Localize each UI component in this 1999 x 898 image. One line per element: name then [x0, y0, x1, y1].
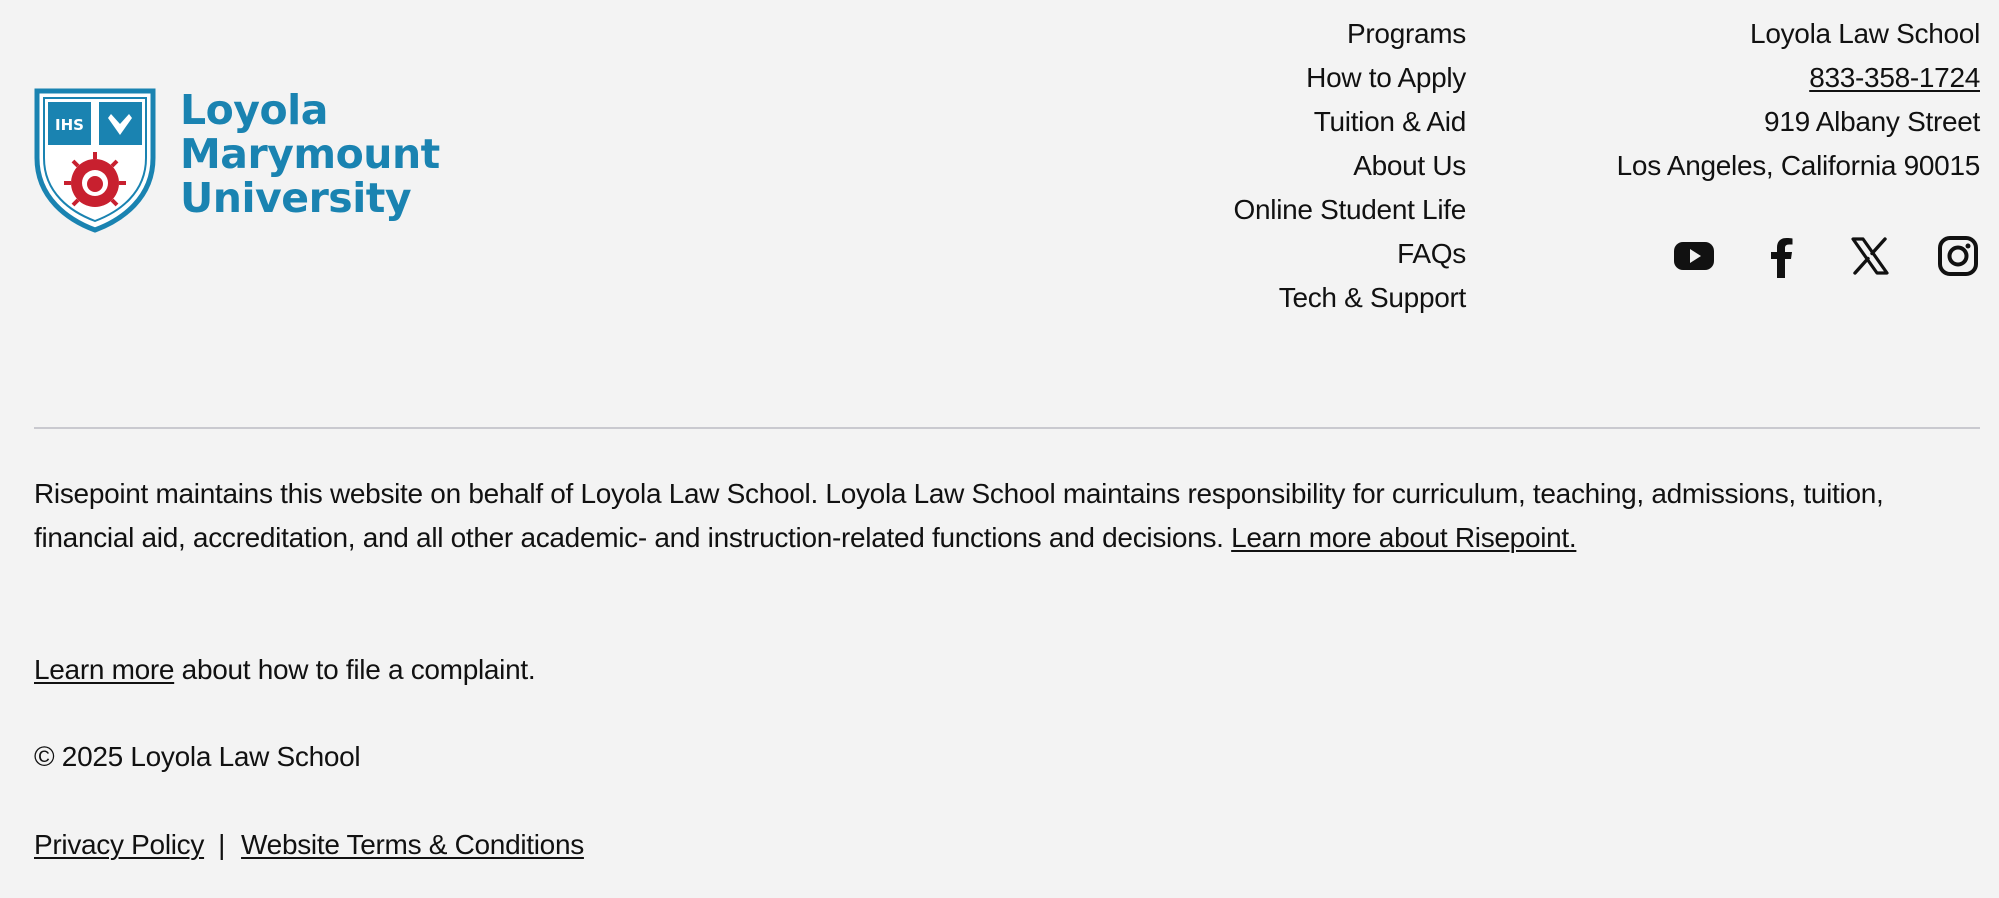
street-address: 919 Albany Street	[1764, 106, 1980, 137]
phone-link[interactable]: 833-358-1724	[1809, 62, 1980, 93]
privacy-policy-link[interactable]: Privacy Policy	[34, 829, 205, 860]
complaint-info	[34, 648, 535, 692]
learn-more-complaint-link[interactable]: Learn more	[34, 654, 175, 685]
terms-conditions-link[interactable]: Website Terms & Conditions	[241, 829, 584, 860]
nav-link-about-us[interactable]: About Us	[1353, 150, 1466, 181]
nav-link-programs[interactable]: Programs	[1347, 18, 1466, 49]
disclaimer-text: Risepoint maintains this website on behalf of Loyola Law School. Loyola Law School maintains responsibility for curriculum, teaching, admissions, tuition, financial aid, accreditation, and all other academic- and instruction-related functions and decisions.	[34, 478, 1884, 553]
legal-separator: |	[218, 829, 226, 860]
nav-link-faqs[interactable]: FAQs	[1397, 238, 1466, 269]
complaint-text: about how to file a complaint.	[174, 654, 536, 685]
instagram-icon[interactable]	[1936, 234, 1980, 278]
nav-link-online-student-life[interactable]: Online Student Life	[1233, 194, 1466, 225]
social-links	[1672, 234, 1980, 278]
x-icon[interactable]	[1848, 234, 1892, 278]
legal-links	[34, 823, 584, 867]
footer-nav	[1234, 12, 1466, 320]
learn-more-risepoint-link[interactable]: Learn more about Risepoint.	[1231, 522, 1577, 553]
youtube-icon[interactable]	[1672, 234, 1716, 278]
facebook-icon[interactable]	[1760, 234, 1804, 278]
lmu-crest-icon	[34, 88, 156, 234]
lmu-logo[interactable]	[34, 86, 440, 238]
city-address: Los Angeles, California 90015	[1616, 150, 1980, 181]
copyright-text: © 2025 Loyola Law School	[34, 741, 361, 772]
nav-link-tech-support[interactable]: Tech & Support	[1278, 282, 1466, 313]
nav-link-tuition-aid[interactable]: Tuition & Aid	[1313, 106, 1466, 137]
svg-text:IHS: IHS	[55, 116, 84, 134]
lmu-wordmark: Loyola Marymount University	[180, 86, 440, 222]
footer-divider	[34, 427, 1980, 429]
school-name: Loyola Law School	[1750, 18, 1980, 49]
contact-block	[1617, 12, 1980, 188]
risepoint-disclaimer	[34, 472, 1964, 560]
nav-link-how-to-apply[interactable]: How to Apply	[1306, 62, 1466, 93]
